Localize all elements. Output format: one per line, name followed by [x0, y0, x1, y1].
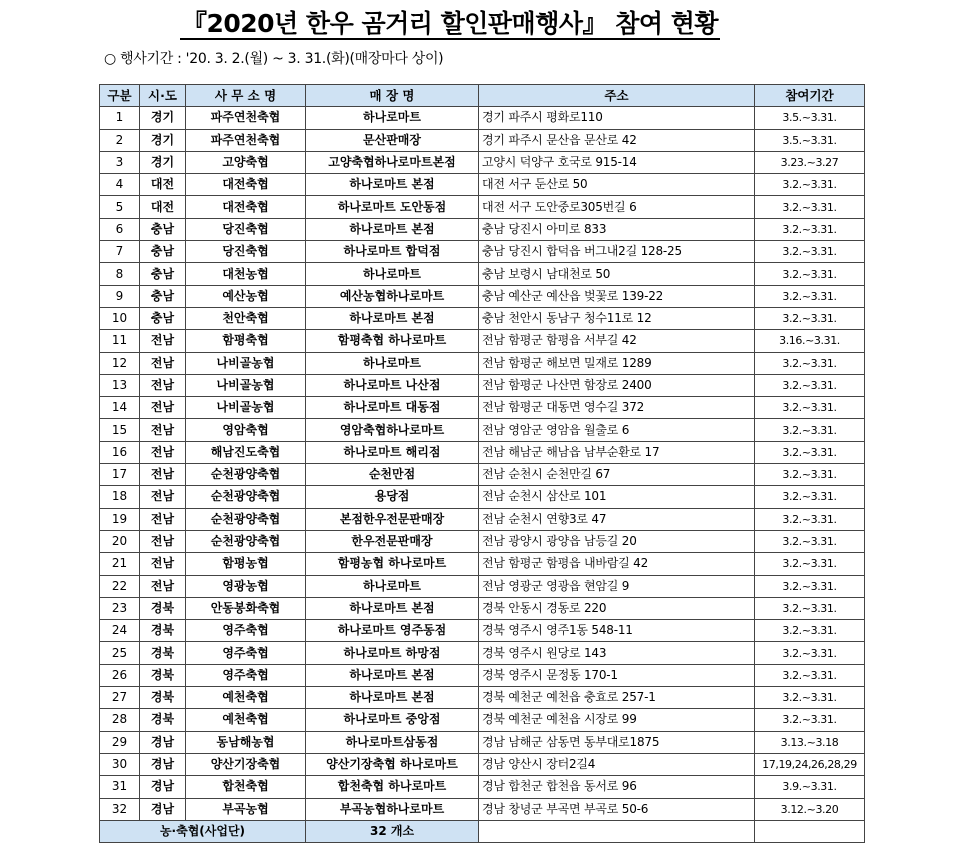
- cell-address: 전남 함평군 해보면 밀재로 1289: [479, 352, 755, 374]
- cell-address: 전남 순천시 연향3로 47: [479, 508, 755, 530]
- cell-no: 31: [100, 776, 140, 798]
- cell-store: 순천만점: [306, 464, 479, 486]
- cell-store: 문산판매장: [306, 129, 479, 151]
- cell-store: 하나로마트: [306, 352, 479, 374]
- header-office: 사 무 소 명: [186, 85, 306, 107]
- cell-no: 13: [100, 374, 140, 396]
- cell-office: 양산기장축협: [186, 753, 306, 775]
- cell-no: 4: [100, 174, 140, 196]
- cell-address: 경남 창녕군 부곡면 부곡로 50-6: [479, 798, 755, 820]
- cell-address: 경기 파주시 문산읍 문산로 42: [479, 129, 755, 151]
- cell-period: 3.2.~3.31.: [755, 441, 865, 463]
- cell-office: 당진축협: [186, 241, 306, 263]
- cell-region: 경남: [140, 731, 186, 753]
- cell-period: 3.2.~3.31.: [755, 664, 865, 686]
- table-row: [100, 263, 865, 285]
- cell-address: 충남 보령시 남대천로 50: [479, 263, 755, 285]
- cell-no: 28: [100, 709, 140, 731]
- cell-no: 3: [100, 151, 140, 173]
- cell-address: 고양시 덕양구 호국로 915-14: [479, 151, 755, 173]
- cell-no: 27: [100, 687, 140, 709]
- table-row: [100, 530, 865, 552]
- cell-office: 파주연천축협: [186, 129, 306, 151]
- cell-office: 부곡농협: [186, 798, 306, 820]
- cell-region: 경기: [140, 129, 186, 151]
- cell-store: 함평축협 하나로마트: [306, 330, 479, 352]
- table-row: [100, 731, 865, 753]
- cell-office: 영주축협: [186, 620, 306, 642]
- cell-address: 충남 천안시 동남구 청수11로 12: [479, 307, 755, 329]
- cell-address: 충남 당진시 아미로 833: [479, 218, 755, 240]
- table-row: [100, 397, 865, 419]
- cell-address: 경기 파주시 평화로110: [479, 107, 755, 129]
- cell-store: 하나로마트삼동점: [306, 731, 479, 753]
- cell-address: 전남 함평군 대동면 영수길 372: [479, 397, 755, 419]
- cell-no: 16: [100, 441, 140, 463]
- cell-no: 12: [100, 352, 140, 374]
- cell-region: 전남: [140, 419, 186, 441]
- cell-no: 32: [100, 798, 140, 820]
- total-blank-cell: [479, 820, 755, 842]
- cell-office: 나비골농협: [186, 374, 306, 396]
- cell-region: 충남: [140, 241, 186, 263]
- cell-period: 3.2.~3.31.: [755, 174, 865, 196]
- cell-region: 경북: [140, 597, 186, 619]
- cell-store: 영암축협하나로마트: [306, 419, 479, 441]
- header-period: 참여기간: [755, 85, 865, 107]
- cell-period: 3.2.~3.31.: [755, 620, 865, 642]
- table-row: [100, 597, 865, 619]
- cell-store: 용당점: [306, 486, 479, 508]
- cell-no: 18: [100, 486, 140, 508]
- cell-office: 천안축협: [186, 307, 306, 329]
- table-row: [100, 620, 865, 642]
- table-row: [100, 374, 865, 396]
- cell-store: 하나로마트: [306, 107, 479, 129]
- cell-address: 경남 합천군 합천읍 동서로 96: [479, 776, 755, 798]
- cell-store: 본점한우전문판매장: [306, 508, 479, 530]
- cell-period: 3.23.~3.27: [755, 151, 865, 173]
- table-row: [100, 687, 865, 709]
- cell-store: 하나로마트 중앙점: [306, 709, 479, 731]
- cell-region: 전남: [140, 464, 186, 486]
- cell-period: 3.2.~3.31.: [755, 241, 865, 263]
- cell-period: 17,19,24,26,28,29: [755, 753, 865, 775]
- cell-store: 하나로마트: [306, 575, 479, 597]
- cell-region: 경기: [140, 151, 186, 173]
- cell-office: 예산농협: [186, 285, 306, 307]
- table-body: [100, 107, 865, 821]
- cell-region: 경북: [140, 620, 186, 642]
- table-row: [100, 330, 865, 352]
- cell-office: 당진축협: [186, 218, 306, 240]
- cell-period: 3.2.~3.31.: [755, 464, 865, 486]
- cell-address: 경북 영주시 문정동 170-1: [479, 664, 755, 686]
- cell-no: 15: [100, 419, 140, 441]
- cell-region: 경북: [140, 642, 186, 664]
- document-title: [0, 4, 900, 40]
- cell-region: 경기: [140, 107, 186, 129]
- cell-period: 3.2.~3.31.: [755, 419, 865, 441]
- cell-period: 3.2.~3.31.: [755, 709, 865, 731]
- cell-period: 3.2.~3.31.: [755, 687, 865, 709]
- cell-region: 경북: [140, 687, 186, 709]
- event-period-note: ○ 행사기간 : '20. 3. 2.(월) ~ 3. 31.(화)(매장마다 상이): [104, 51, 444, 67]
- cell-region: 전남: [140, 530, 186, 552]
- table-row: [100, 464, 865, 486]
- cell-address: 전남 광양시 광양읍 남등길 20: [479, 530, 755, 552]
- cell-address: 전남 함평군 함평읍 서부길 42: [479, 330, 755, 352]
- header-no: 구분: [100, 85, 140, 107]
- cell-no: 10: [100, 307, 140, 329]
- cell-no: 14: [100, 397, 140, 419]
- cell-period: 3.2.~3.31.: [755, 352, 865, 374]
- cell-period: 3.2.~3.31.: [755, 397, 865, 419]
- cell-store: 예산농협하나로마트: [306, 285, 479, 307]
- cell-no: 23: [100, 597, 140, 619]
- cell-store: 합천축협 하나로마트: [306, 776, 479, 798]
- total-count: 32 개소: [306, 820, 479, 842]
- cell-office: 함평농협: [186, 553, 306, 575]
- cell-region: 충남: [140, 218, 186, 240]
- cell-period: 3.9.~3.31.: [755, 776, 865, 798]
- cell-store: 하나로마트 도안동점: [306, 196, 479, 218]
- table-row: [100, 129, 865, 151]
- cell-no: 22: [100, 575, 140, 597]
- cell-period: 3.2.~3.31.: [755, 597, 865, 619]
- cell-address: 전남 순천시 순천만길 67: [479, 464, 755, 486]
- cell-region: 전남: [140, 352, 186, 374]
- cell-period: 3.2.~3.31.: [755, 530, 865, 552]
- cell-period: 3.2.~3.31.: [755, 307, 865, 329]
- cell-region: 전남: [140, 575, 186, 597]
- cell-office: 안동봉화축협: [186, 597, 306, 619]
- total-row: [100, 820, 865, 842]
- cell-region: 경남: [140, 753, 186, 775]
- table-row: [100, 285, 865, 307]
- cell-no: 19: [100, 508, 140, 530]
- table-row: [100, 664, 865, 686]
- cell-region: 경남: [140, 776, 186, 798]
- cell-period: 3.2.~3.31.: [755, 575, 865, 597]
- table-row: [100, 419, 865, 441]
- cell-no: 24: [100, 620, 140, 642]
- cell-office: 순천광양축협: [186, 464, 306, 486]
- cell-period: 3.13.~3.18: [755, 731, 865, 753]
- cell-address: 전남 함평군 나산면 함장로 2400: [479, 374, 755, 396]
- cell-office: 고양축협: [186, 151, 306, 173]
- cell-address: 충남 당진시 합덕읍 버그내2길 128-25: [479, 241, 755, 263]
- cell-region: 전남: [140, 441, 186, 463]
- table-row: [100, 575, 865, 597]
- cell-period: 3.2.~3.31.: [755, 218, 865, 240]
- cell-region: 전남: [140, 508, 186, 530]
- cell-period: 3.5.~3.31.: [755, 107, 865, 129]
- table-row: [100, 151, 865, 173]
- cell-no: 1: [100, 107, 140, 129]
- cell-store: 하나로마트 본점: [306, 664, 479, 686]
- cell-office: 합천축협: [186, 776, 306, 798]
- cell-office: 순천광양축협: [186, 530, 306, 552]
- table-row: [100, 709, 865, 731]
- cell-address: 경북 예천군 예천읍 충효로 257-1: [479, 687, 755, 709]
- cell-address: 경북 안동시 경동로 220: [479, 597, 755, 619]
- cell-address: 경북 예천군 예천읍 시장로 99: [479, 709, 755, 731]
- cell-address: 경북 영주시 영주1동 548-11: [479, 620, 755, 642]
- table-row: [100, 486, 865, 508]
- table-row: [100, 753, 865, 775]
- cell-no: 6: [100, 218, 140, 240]
- table-row: [100, 776, 865, 798]
- cell-region: 충남: [140, 263, 186, 285]
- cell-address: 경남 남해군 삼동면 동부대로1875: [479, 731, 755, 753]
- cell-office: 영암축협: [186, 419, 306, 441]
- cell-store: 고양축협하나로마트본점: [306, 151, 479, 173]
- cell-store: 한우전문판매장: [306, 530, 479, 552]
- header-region: 시·도: [140, 85, 186, 107]
- cell-region: 경북: [140, 709, 186, 731]
- table-row: [100, 642, 865, 664]
- cell-period: 3.16.~3.31.: [755, 330, 865, 352]
- cell-no: 29: [100, 731, 140, 753]
- cell-region: 전남: [140, 553, 186, 575]
- cell-office: 나비골농협: [186, 397, 306, 419]
- cell-period: 3.2.~3.31.: [755, 642, 865, 664]
- cell-no: 30: [100, 753, 140, 775]
- cell-store: 하나로마트 본점: [306, 687, 479, 709]
- cell-store: 하나로마트 본점: [306, 307, 479, 329]
- cell-office: 대천농협: [186, 263, 306, 285]
- cell-address: 전남 영광군 영광읍 현암길 9: [479, 575, 755, 597]
- cell-office: 영광농협: [186, 575, 306, 597]
- cell-office: 영주축협: [186, 664, 306, 686]
- table-row: [100, 508, 865, 530]
- cell-no: 9: [100, 285, 140, 307]
- cell-no: 5: [100, 196, 140, 218]
- cell-office: 대전축협: [186, 174, 306, 196]
- cell-region: 전남: [140, 397, 186, 419]
- header-address: 주소: [479, 85, 755, 107]
- cell-region: 전남: [140, 330, 186, 352]
- cell-no: 21: [100, 553, 140, 575]
- cell-no: 2: [100, 129, 140, 151]
- table-row: [100, 441, 865, 463]
- cell-address: 경북 영주시 원당로 143: [479, 642, 755, 664]
- cell-address: 대전 서구 둔산로 50: [479, 174, 755, 196]
- cell-office: 순천광양축협: [186, 508, 306, 530]
- cell-address: 경남 양산시 장터2길4: [479, 753, 755, 775]
- cell-no: 11: [100, 330, 140, 352]
- cell-address: 전남 해남군 해남읍 남부순환로 17: [479, 441, 755, 463]
- cell-region: 경남: [140, 798, 186, 820]
- cell-no: 20: [100, 530, 140, 552]
- cell-office: 예천축협: [186, 709, 306, 731]
- cell-office: 함평축협: [186, 330, 306, 352]
- cell-office: 동남해농협: [186, 731, 306, 753]
- cell-store: 하나로마트 나산점: [306, 374, 479, 396]
- participation-table: [99, 84, 865, 843]
- cell-no: 8: [100, 263, 140, 285]
- table-row: [100, 241, 865, 263]
- cell-office: 순천광양축협: [186, 486, 306, 508]
- table-row: [100, 174, 865, 196]
- cell-region: 대전: [140, 196, 186, 218]
- table-row: [100, 107, 865, 129]
- cell-region: 전남: [140, 486, 186, 508]
- cell-region: 충남: [140, 307, 186, 329]
- header-store: 매 장 명: [306, 85, 479, 107]
- cell-office: 영주축협: [186, 642, 306, 664]
- cell-address: 충남 예산군 예산읍 벚꽃로 139-22: [479, 285, 755, 307]
- table-row: [100, 798, 865, 820]
- cell-office: 대전축협: [186, 196, 306, 218]
- cell-no: 7: [100, 241, 140, 263]
- cell-region: 경북: [140, 664, 186, 686]
- table-row: [100, 352, 865, 374]
- cell-store: 하나로마트 합덕점: [306, 241, 479, 263]
- cell-office: 예천축협: [186, 687, 306, 709]
- table-row: [100, 196, 865, 218]
- cell-address: 전남 영암군 영암읍 월출로 6: [479, 419, 755, 441]
- cell-store: 부곡농협하나로마트: [306, 798, 479, 820]
- title-text: 『2020년 한우 곰거리 할인판매행사』 참여 현황: [182, 9, 718, 38]
- cell-no: 26: [100, 664, 140, 686]
- cell-period: 3.2.~3.31.: [755, 285, 865, 307]
- cell-period: 3.2.~3.31.: [755, 553, 865, 575]
- table-row: [100, 307, 865, 329]
- cell-office: 파주연천축협: [186, 107, 306, 129]
- cell-no: 17: [100, 464, 140, 486]
- cell-office: 나비골농협: [186, 352, 306, 374]
- cell-office: 해남진도축협: [186, 441, 306, 463]
- cell-region: 충남: [140, 285, 186, 307]
- total-label: 농·축협(사업단): [100, 820, 306, 842]
- cell-store: 하나로마트 본점: [306, 597, 479, 619]
- cell-store: 함평농협 하나로마트: [306, 553, 479, 575]
- cell-period: 3.2.~3.31.: [755, 486, 865, 508]
- cell-no: 25: [100, 642, 140, 664]
- cell-region: 대전: [140, 174, 186, 196]
- cell-store: 하나로마트 해리점: [306, 441, 479, 463]
- cell-period: 3.2.~3.31.: [755, 374, 865, 396]
- cell-store: 하나로마트 하망점: [306, 642, 479, 664]
- total-blank-cell: [755, 820, 865, 842]
- table-row: [100, 553, 865, 575]
- cell-region: 전남: [140, 374, 186, 396]
- cell-store: 하나로마트 본점: [306, 174, 479, 196]
- cell-period: 3.2.~3.31.: [755, 508, 865, 530]
- cell-store: 하나로마트 영주동점: [306, 620, 479, 642]
- cell-period: 3.5.~3.31.: [755, 129, 865, 151]
- table-header-row: [100, 85, 865, 107]
- cell-address: 전남 함평군 함평읍 내바람길 42: [479, 553, 755, 575]
- cell-period: 3.2.~3.31.: [755, 196, 865, 218]
- cell-address: 대전 서구 도안중로305번길 6: [479, 196, 755, 218]
- cell-address: 전남 순천시 삼산로 101: [479, 486, 755, 508]
- cell-period: 3.2.~3.31.: [755, 263, 865, 285]
- cell-store: 양산기장축협 하나로마트: [306, 753, 479, 775]
- cell-store: 하나로마트 본점: [306, 218, 479, 240]
- table-row: [100, 218, 865, 240]
- cell-period: 3.12.~3.20: [755, 798, 865, 820]
- cell-store: 하나로마트 대동점: [306, 397, 479, 419]
- cell-store: 하나로마트: [306, 263, 479, 285]
